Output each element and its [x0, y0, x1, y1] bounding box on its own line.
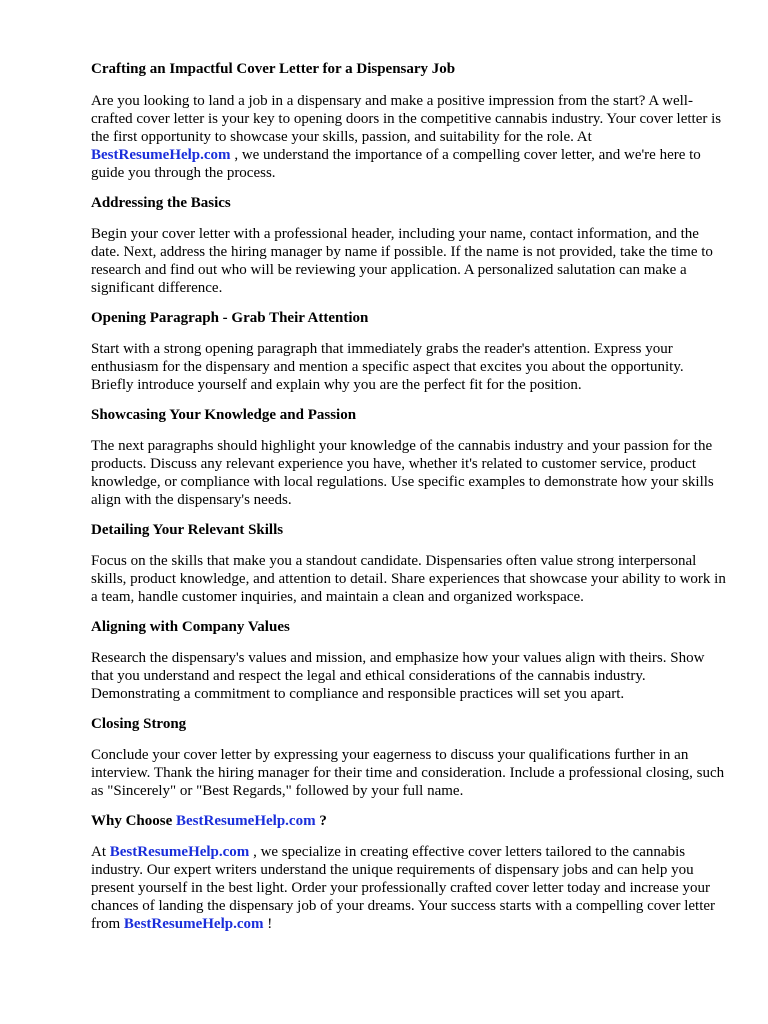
- intro-site-link[interactable]: BestResumeHelp.com: [91, 147, 231, 163]
- section-body-values: Research the dispensary's values and mission, and emphasize how your values align with theirs. Show that you understand and respect the legal and ethical considerations of the cannabis industry. Demonstrating a commitment to compliance and responsible practices will set you apart.: [91, 650, 705, 702]
- section-heading-values: Aligning with Company Values: [91, 619, 290, 635]
- section-heading-skills: Detailing Your Relevant Skills: [91, 522, 284, 538]
- intro-text-end: , we understand the importance of a compelling cover letter, and we're here to guide you through the process.: [91, 147, 701, 181]
- why-text-middle: , we specialize in creating effective cover letters tailored to the cannabis industry. Our expert writers understand the unique requirements of dispensary jobs and can help you present yourself in the best light. Order your professionally crafted cover letter today and increase your chances of landing the dispensary job of your dreams. Your success starts with a compelling cover letter from: [91, 844, 716, 932]
- why-heading-question-mark: ?: [315, 813, 327, 829]
- section-body-closing: Conclude your cover letter by expressing your eagerness to discuss your qualifications further in an interview. Thank the hiring manager for their time and consideration. Include a professional closing, such as "Sincerely" or "Best Regards," followed by your full name.: [91, 747, 725, 799]
- section-body-knowledge: The next paragraphs should highlight your knowledge of the cannabis industry and your passion for the products. Discuss any relevant experience you have, whether it's related to customer service, product knowledge, or compliance with local regulations. Use specific examples to demonstrate how your skills align with the dispensary's needs.: [91, 438, 714, 508]
- why-heading-site-link[interactable]: BestResumeHelp.com: [176, 813, 316, 829]
- section-heading-why-choose: [91, 812, 728, 831]
- section-body-opening: Start with a strong opening paragraph that immediately grabs the reader's attention. Express your enthusiasm for the dispensary and mention a specific aspect that excites you about the opportunity. Briefly introduce yourself and explain why you are the perfect fit for the position.: [91, 341, 684, 393]
- section-heading-closing: Closing Strong: [91, 716, 187, 732]
- intro-text-start: Are you looking to land a job in a dispensary and make a positive impression from the start? A well-crafted cover letter is your key to opening doors in the competitive cannabis industry. Your cover letter is the first opportunity to showcase your skills, passion, and suitability for the role. At: [91, 93, 722, 145]
- section-heading-basics: Addressing the Basics: [91, 195, 231, 211]
- document-title: Crafting an Impactful Cover Letter for a Dispensary Job: [91, 61, 456, 77]
- why-body-site-link[interactable]: BestResumeHelp.com: [109, 844, 250, 860]
- section-heading-opening: Opening Paragraph - Grab Their Attention: [91, 310, 369, 326]
- why-closing-site-link[interactable]: BestResumeHelp.com: [123, 916, 264, 932]
- why-choose-paragraph: [91, 843, 728, 933]
- section-heading-knowledge: Showcasing Your Knowledge and Passion: [91, 407, 357, 423]
- intro-paragraph: [91, 92, 728, 182]
- why-heading-text: Why Choose: [91, 813, 177, 829]
- section-body-skills: Focus on the skills that make you a standout candidate. Dispensaries often value strong interpersonal skills, product knowledge, and attention to detail. Share experiences that showcase your ability to work in a team, handle customer inquiries, and maintain a clean and organized workspace.: [91, 553, 726, 605]
- why-text-start: At: [91, 844, 110, 860]
- section-body-basics: Begin your cover letter with a professional header, including your name, contact information, and the date. Next, address the hiring manager by name if possible. If the name is not provided, take the time to research and find out who will be reviewing your application. A personalized salutation can make a significant difference.: [91, 226, 713, 296]
- why-text-end: !: [263, 916, 273, 932]
